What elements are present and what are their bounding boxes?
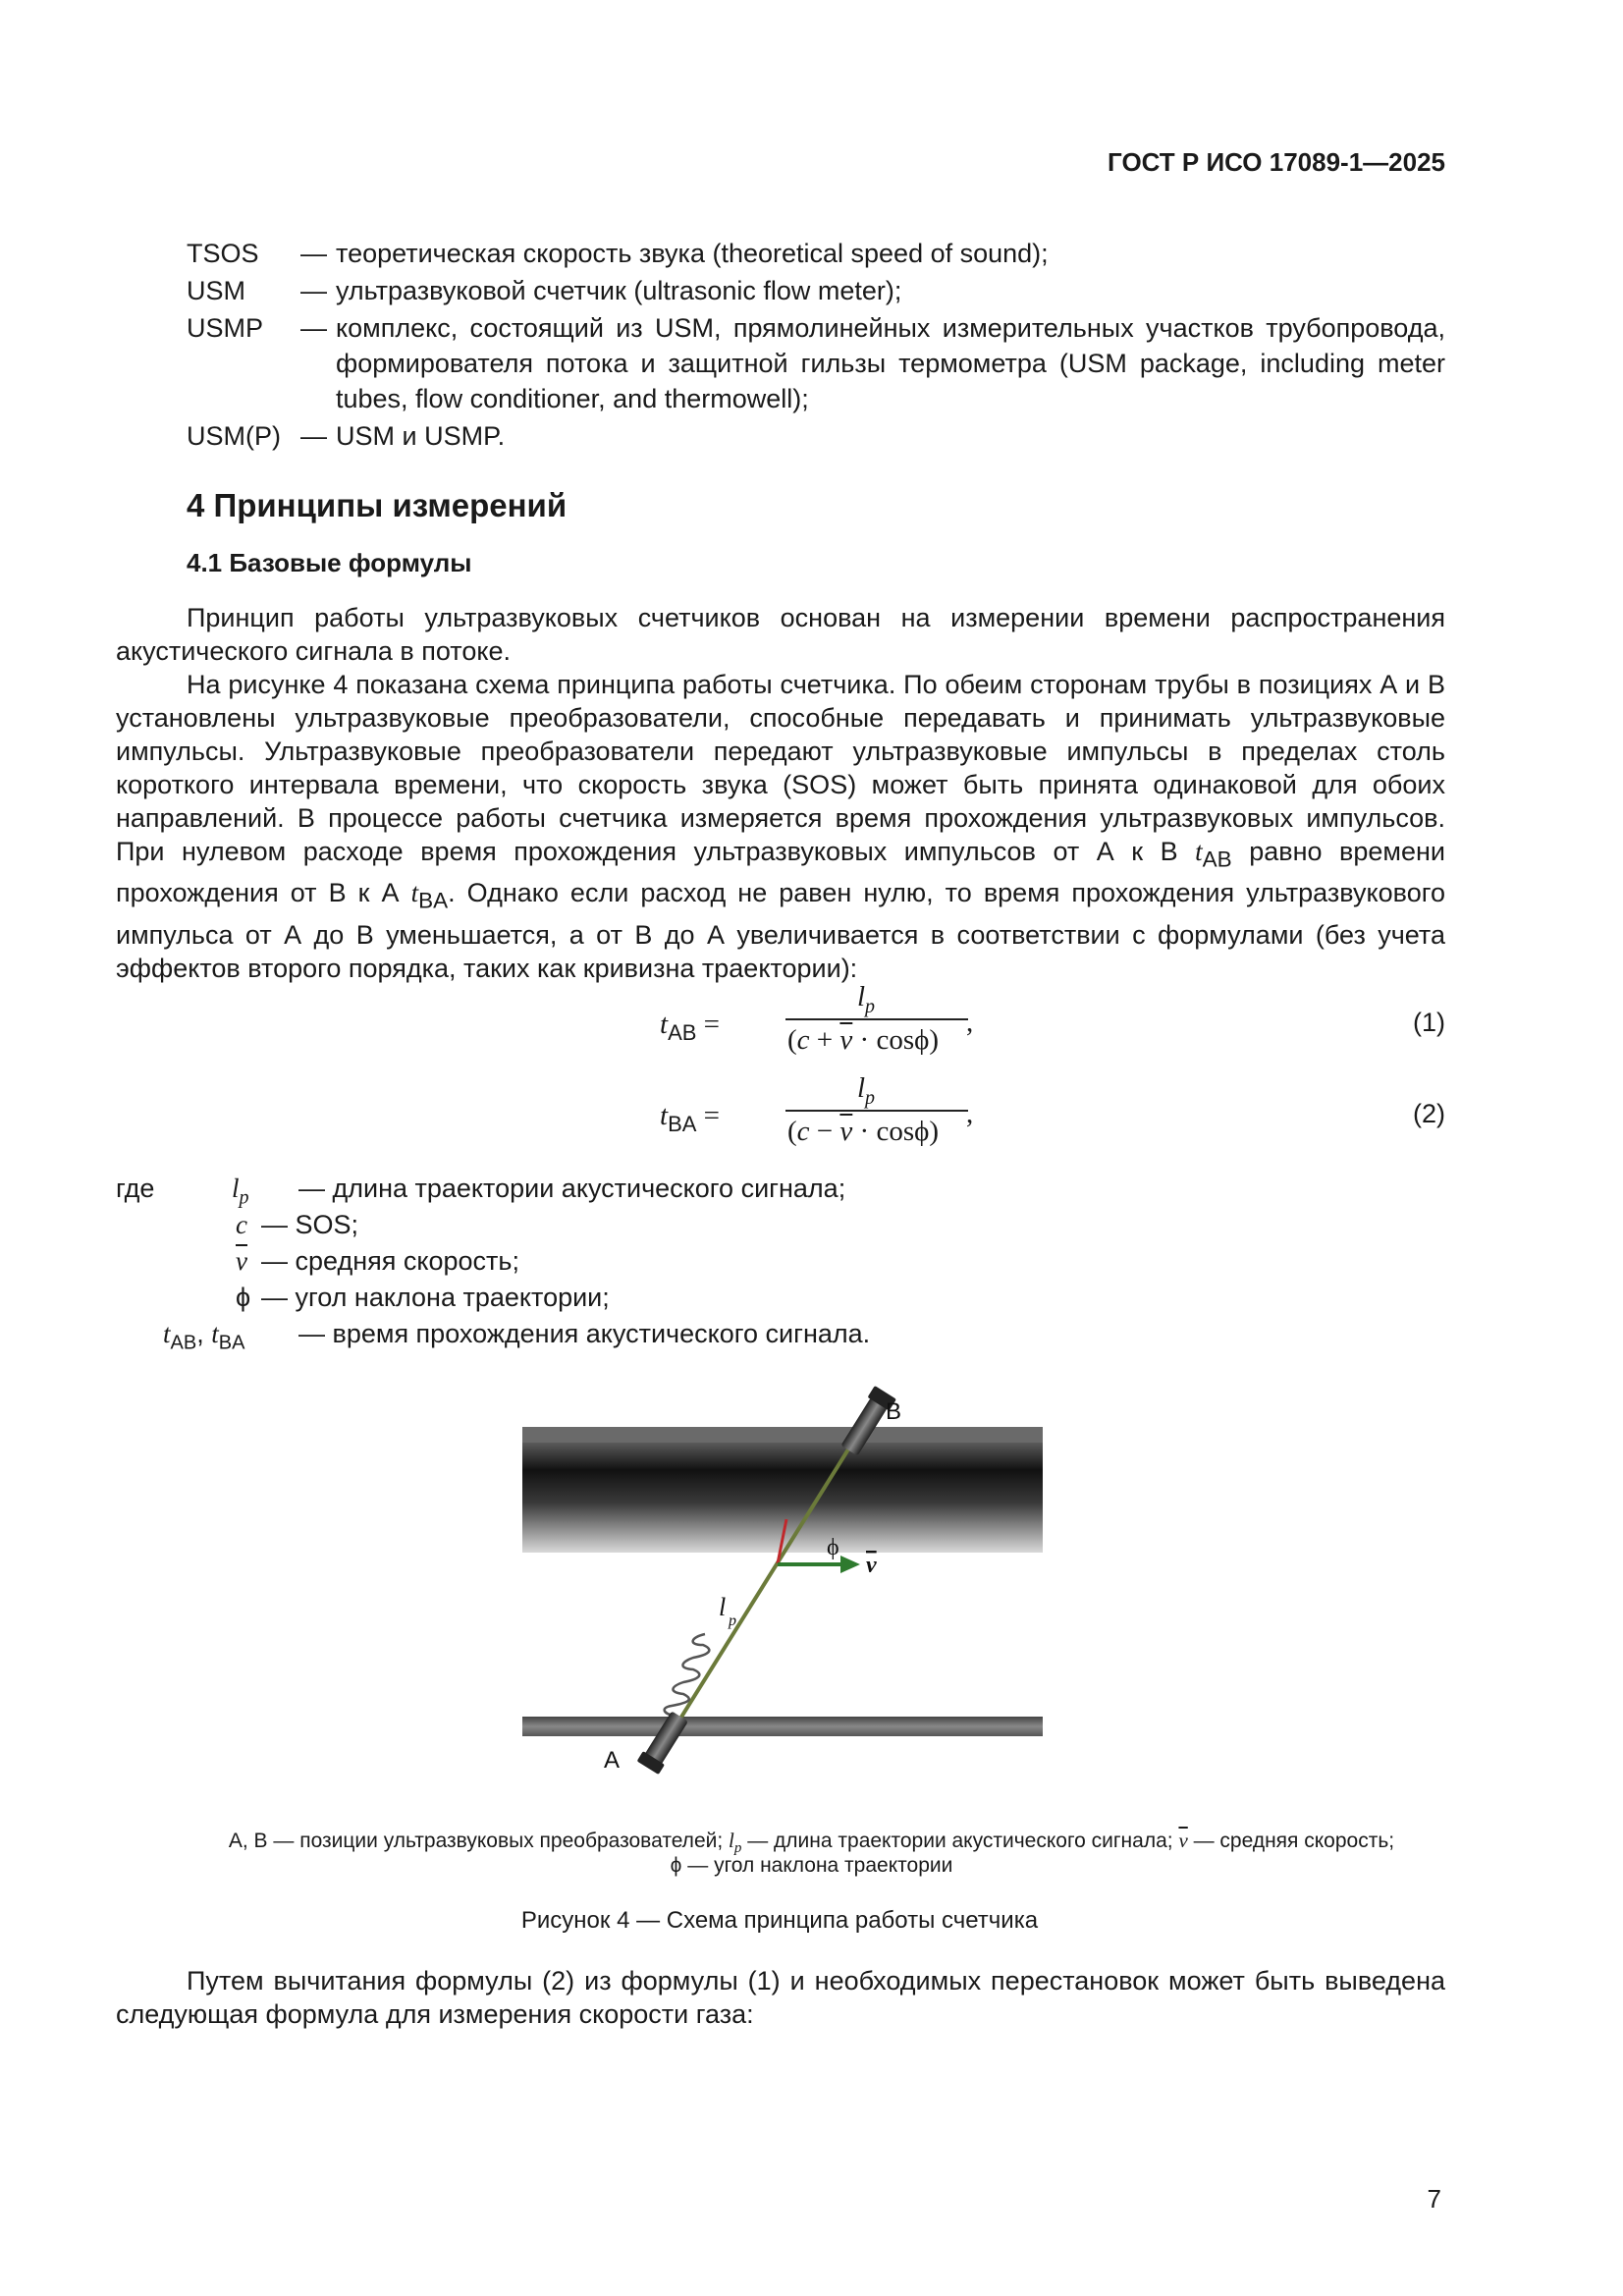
abbreviation-dash: —: [300, 421, 327, 451]
symbol-phi: ϕ: [914, 1116, 930, 1147]
symbol-t: t: [410, 878, 419, 908]
abbreviation-row: [187, 418, 1453, 454]
symbol-l: l: [856, 1072, 866, 1104]
velocity-arrowhead-icon: [840, 1556, 860, 1573]
paragraph: Принцип работы ультразвуковых счетчиков основан на измерении времени распространения акустического сигнала в потоке.: [116, 603, 1445, 666]
page-number: 7: [1427, 2184, 1441, 2214]
symbol-phi: ϕ: [236, 1283, 251, 1312]
subscript-p: p: [733, 1840, 742, 1857]
equation-1: $t_{AB}$ = $l_p$ $(c + \overline{v} \cdot \cos\phi)$ ,: [660, 981, 974, 1056]
abbreviation-text: комплекс, состоящий из USM, прямолинейных измерительных участков трубопровода, формирователя потока и защитной гильзы термометра (USM package, including meter tubes, flow conditioner, and thermowell);: [336, 313, 1445, 413]
where-text: — длина траектории акустического сигнала;: [298, 1174, 846, 1203]
abbreviation-key: TSOS: [187, 239, 259, 268]
symbol-phi: ϕ: [914, 1024, 930, 1056]
where-text: — время прохождения акустического сигнала.: [298, 1319, 871, 1348]
abbreviation-key: USM: [187, 276, 245, 305]
symbol-c: c: [236, 1210, 247, 1239]
abbreviation-text: ультразвуковой счетчик (ultrasonic flow meter);: [336, 276, 902, 305]
label-a: A: [604, 1747, 621, 1774]
subscript-ab: AB: [1202, 847, 1232, 872]
symbol-t: t: [211, 1319, 219, 1348]
subscript-ba: BA: [218, 1332, 245, 1354]
operator: −: [816, 1116, 834, 1147]
figure-legend-line2: ϕ — угол наклона траектории: [670, 1854, 953, 1877]
abbreviation-key: USM(P): [187, 421, 281, 451]
label-lp-sub: p: [729, 1613, 736, 1629]
equation-2: $t_{BA}$ = $l_p$ $(c - \overline{v} \cdot \cos\phi)$ ,: [660, 1072, 974, 1147]
abbreviation-row: [187, 236, 1453, 271]
where-symbol: [236, 1207, 247, 1242]
where-text: — угол наклона траектории;: [261, 1283, 610, 1312]
subscript-ab: AB: [170, 1332, 197, 1354]
symbol-t: t: [660, 1100, 669, 1131]
flow-meter-diagram: [511, 1370, 1060, 1802]
subscript-p: p: [239, 1186, 249, 1209]
symbol-l: l: [729, 1829, 734, 1852]
legend-text: — средняя скорость;: [1187, 1830, 1395, 1852]
subscript-ba: BA: [418, 888, 449, 913]
symbol-v: $\overline{v}$: [839, 1116, 853, 1147]
abbreviation-dash: —: [300, 276, 327, 305]
figure-title: Рисунок 4 — Схема принципа работы счетчика: [520, 1907, 1039, 1934]
paragraph-text: . Однако если расход не равен нулю, то время прохождения ультразвукового импульса от А до В уменьшается, а от В до А увеличивается в соответствии с формулами (без учета эффектов второго порядка, таких как кривизна траектории):: [116, 878, 1445, 983]
subscript: AB: [668, 1019, 697, 1045]
paragraph-text: На рисунке 4 показана схема принципа работы счетчика. По обеим сторонам трубы в позициях А и В установлены ультразвуковые преобразователи, способные передавать и принимать ультразвуковые импульсы. Ультразвуковые преобразователи передают ультразвуковые импульсы в пределах столь короткого интервала времени, что скорость звука (SOS) может быть принята одинаковой для обоих направлений. В процессе работы счетчика измеряется время прохождения ультразвуковых импульсов. При нулевом расходе время прохождения ультразвуковых импульсов от А к В: [116, 670, 1445, 866]
abbreviation-dash: —: [300, 239, 327, 268]
fraction-bar: [785, 1018, 968, 1020]
symbol-l: l: [856, 981, 866, 1012]
where-text: — средняя скорость;: [261, 1246, 519, 1276]
legend-text: — длина траектории акустического сигнала;: [741, 1830, 1179, 1852]
document-header: ГОСТ Р ИСО 17089-1—2025: [1108, 147, 1445, 177]
section-title: 4 Принципы измерений: [187, 487, 568, 523]
abbreviation-dash: —: [300, 313, 327, 343]
function-cos: cos: [876, 1024, 915, 1056]
fraction-bar: [785, 1110, 968, 1112]
symbol-t: t: [163, 1319, 171, 1348]
where-symbol: [236, 1243, 247, 1279]
subscript-p: p: [865, 995, 876, 1017]
pipe-wall-top-edge: [522, 1427, 1043, 1443]
subsection-title: 4.1 Базовые формулы: [187, 548, 472, 577]
label-b: B: [886, 1398, 902, 1425]
legend-text: А, В — позиции ультразвуковых преобразователей;: [228, 1830, 730, 1852]
label-v: v: [866, 1553, 877, 1578]
label-phi: ϕ: [827, 1535, 839, 1560]
equation-number: (2): [1413, 1099, 1445, 1128]
where-symbol: $t_{AB}$, $t_{BA}$: [163, 1319, 245, 1354]
paragraph-text: равно времени прохождения от В к А: [116, 837, 1445, 908]
symbol-v: $\overline{v}$: [236, 1246, 247, 1276]
figure-legend: [0, 1829, 1623, 1857]
symbol-c: c: [796, 1024, 810, 1056]
symbol-c: c: [796, 1116, 810, 1147]
paragraph: [116, 668, 1445, 985]
abbreviation-text: USM и USMP.: [336, 421, 506, 451]
symbol-v: $\overline{v}$: [839, 1024, 853, 1056]
abbreviation-row: [187, 273, 1453, 308]
subscript-p: p: [865, 1086, 876, 1109]
abbreviation-row: [187, 310, 1453, 418]
subscript: BA: [668, 1111, 697, 1136]
operator: +: [816, 1024, 834, 1056]
where-symbol: [236, 1280, 250, 1315]
label-lp: l: [719, 1593, 727, 1621]
symbol-v: $\overline{v}$: [1178, 1829, 1188, 1852]
symbol-l: l: [232, 1174, 240, 1203]
sound-wave-icon: [665, 1634, 710, 1716]
pipe-wall-bottom: [522, 1717, 1043, 1736]
symbol-t: t: [660, 1009, 669, 1040]
where-label: где: [116, 1174, 155, 1203]
equation-number: (1): [1413, 1008, 1445, 1037]
symbol-t: t: [1195, 837, 1203, 866]
where-text: — SOS;: [261, 1210, 359, 1239]
abbreviation-text: теоретическая скорость звука (theoretical speed of sound);: [336, 239, 1049, 268]
paragraph: Путем вычитания формулы (2) из формулы (1) и необходимых перестановок может быть выведена следующая формула для измерения скорости газа:: [116, 1966, 1445, 2029]
function-cos: cos: [876, 1116, 915, 1147]
abbreviation-key: USMP: [187, 313, 264, 343]
